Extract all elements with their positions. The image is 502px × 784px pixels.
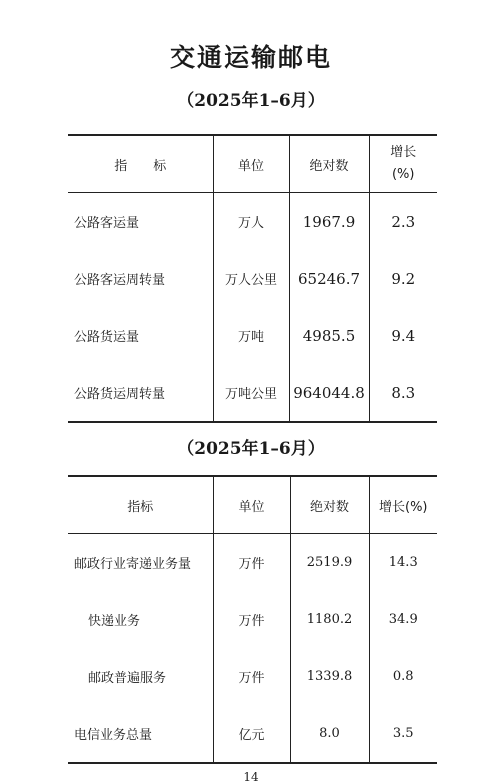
table-row	[68, 250, 437, 307]
header-growth-text: 增长 (%)	[390, 145, 417, 182]
unit-cell: 亿元	[213, 705, 290, 763]
absolute-cell: 1339.8	[290, 648, 369, 705]
unit-cell: 万吨公里	[213, 364, 289, 422]
absolute-cell: 1180.2	[290, 591, 369, 648]
absolute-cell: 65246.7	[289, 250, 369, 307]
header-growth: 增长(%)	[369, 476, 437, 534]
indicator-cell: 快递业务	[88, 614, 141, 629]
header-indicator: 指标	[68, 476, 213, 534]
absolute-cell: 2519.9	[290, 534, 369, 592]
table-row	[68, 648, 437, 705]
indicator-cell: 邮政普遍服务	[88, 671, 167, 686]
page-title: 交通运输邮电	[169, 43, 332, 72]
growth-cell: 8.3	[369, 364, 437, 422]
indicator-cell: 电信业务总量	[74, 728, 153, 743]
unit-cell: 万吨	[213, 307, 289, 364]
absolute-cell: 4985.5	[289, 307, 369, 364]
table-row	[68, 534, 437, 592]
growth-cell: 3.5	[369, 705, 437, 763]
growth-cell: 34.9	[369, 591, 437, 648]
postal-period: （2025年1–6月）	[177, 439, 325, 459]
growth-cell: 9.2	[369, 250, 437, 307]
absolute-cell: 964044.8	[289, 364, 369, 422]
growth-cell: 0.8	[369, 648, 437, 705]
table-row	[68, 364, 437, 422]
table-header-row	[68, 476, 437, 534]
unit-cell: 万件	[213, 591, 290, 648]
page-number: 14	[243, 770, 259, 784]
indicator-cell: 公路货运量	[74, 330, 140, 345]
table-row	[68, 307, 437, 364]
indicator-cell: 邮政行业寄递业务量	[74, 557, 192, 572]
indicator-cell: 公路客运量	[74, 216, 140, 231]
header-absolute: 绝对数	[289, 135, 369, 193]
transport-period: （2025年1–6月）	[177, 91, 325, 111]
unit-cell: 万人	[213, 193, 289, 251]
header-unit: 单位	[213, 476, 290, 534]
growth-cell: 2.3	[369, 193, 437, 251]
table-row	[68, 193, 437, 251]
absolute-cell: 1967.9	[289, 193, 369, 251]
transport-table	[68, 134, 437, 423]
header-growth	[369, 135, 437, 193]
growth-cell: 9.4	[369, 307, 437, 364]
unit-cell: 万人公里	[213, 250, 289, 307]
header-indicator: 指 标	[68, 135, 213, 193]
header-absolute: 绝对数	[290, 476, 369, 534]
header-unit: 单位	[213, 135, 289, 193]
postal-table	[68, 475, 437, 764]
table-row	[68, 591, 437, 648]
indicator-cell: 公路客运周转量	[74, 273, 166, 288]
indicator-cell: 公路货运周转量	[74, 387, 166, 402]
unit-cell: 万件	[213, 648, 290, 705]
growth-cell: 14.3	[369, 534, 437, 592]
table-header-row	[68, 135, 437, 193]
table-row	[68, 705, 437, 763]
unit-cell: 万件	[213, 534, 290, 592]
absolute-cell: 8.0	[290, 705, 369, 763]
